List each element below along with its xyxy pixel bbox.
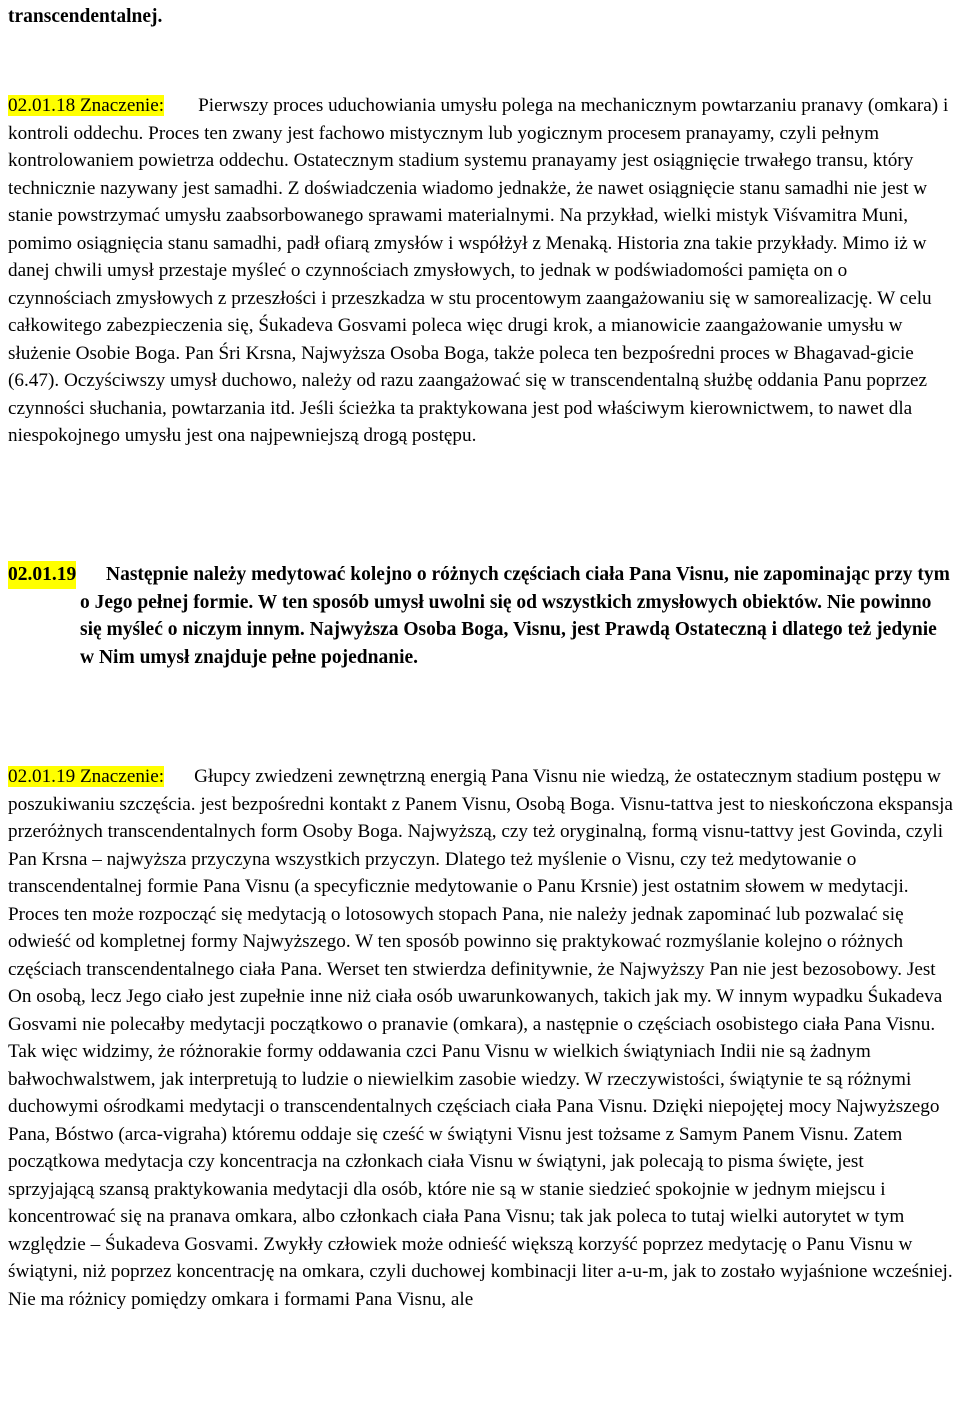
purport-text: Pierwszy proces uduchowiania umysłu polega na mechanicznym powtarzaniu pranavy (omkara) i kontroli oddechu. Proces ten zwany jest fachowo mistycznym lub yogicznym procesem pranayamy, czyli pełnym kontrolowaniem powietrza oddechu. Ostatecznym stadium systemu pranayamy jest osiągnięcie trwałego transu, który technicznie nazywany jest samadhi. Z doświadczenia wiadomo jednakże, że nawet osiągnięcie stanu samadhi nie jest w stanie powstrzymać umysłu zaabsorbowanego sprawami materialnymi. Na przykład, wielki mistyk Viśvamitra Muni, pomimo osiągnięcia stanu samadhi, padł ofiarą zmysłów i współżył z Menaką. Historia zna takie przykłady. Mimo iż w danej chwili umysł przestaje myśleć o czynnościach zmysłowych, to jednak w podświadomości pamięta on o czynnościach zmysłowych z przeszłości i przeszkadza w stu procentowym zaangażowaniu się w samorealizację. W celu całkowitego zabezpieczenia się, Śukadeva Gosvami poleca więc drugi krok, a mianowicie zaangażowanie umysłu w służenie Osobie Boga. Pan Śri Krsna, Najwyższa Osoba Boga, także poleca ten bezpośredni proces w Bhagavad-gicie (6.47). Oczyściwszy umysł duchowo, należy od razu zaangażować się w transcendentalną służbę oddania Panu poprzez czynności słuchania, powtarzania itd. Jeśli ścieżka ta praktykowana jest pod właściwym kierownictwem, to nawet dla niespokojnego umysłu jest ona najpewniejszą drogą postępu. [8, 95, 949, 446]
verse-text: Następnie należy medytować kolejno o różnych częściach ciała Pana Visnu, nie zapominając przy tym o Jego pełnej formie. W ten sposób umysł uwolni się od wszystkich zmysłowych obiektów. Nie powinno się myśleć o niczym innym. Najwyższa Osoba Boga, Visnu, jest Prawdą Ostateczną i dlatego też jedynie w Nim umysł znajduje pełne pojednanie. [80, 564, 950, 668]
purport-text: Głupcy zwiedzeni zewnętrzną energią Pana Visnu nie wiedzą, że ostatecznym stadium postępu w poszukiwaniu szczęścia. jest bezpośredni kontakt z Panem Visnu, Osobą Boga. Visnu-tattva jest to nieskończona ekspansja przeróżnych transcendentalnych form Osoby Boga. Najwyższą, czy też oryginalną, formą visnu-tattvy jest Govinda, czyli Pan Krsna – najwyższa przyczyna wszystkich przyczyn. Dlatego też myślenie o Visnu, czy też medytowanie o transcendentalnej formie Pana Visnu (a specyficznie medytowanie o Panu Krsnie) jest ostatnim słowem w medytacji. Proces ten może rozpocząć się medytacją o lotosowych stopach Pana, nie należy jednak zapominać lub pozwalać się odwieść od kompletnej formy Najwyższego. W ten sposób powinno się praktykować rozmyślanie kolejno o różnych częściach transcendentalnego ciała Pana. Werset ten stwierdza definitywnie, że Najwyższy Pan nie jest bezosobowy. Jest On osobą, lecz Jego ciało jest zupełnie inne niż ciała osób uwarunkowanych, takich jak my. W innym wypadku Śukadeva Gosvami nie polecałby medytacji początkowo o pranavie (omkara), a następnie o częściach osobistego ciała Pana Visnu. Tak więc widzimy, że różnorakie formy oddawania czci Panu Visnu w wielkich świątyniach Indii nie są żadnym bałwochwalstwem, jak interpretują to ludzie o niewielkim zasobie wiedzy. W rzeczywistości, świątynie te są różnymi duchowymi ośrodkami medytacji o transcendentalnych częściach ciała Pana Visnu. Dzięki niepojętej mocy Najwyższego Pana, Bóstwo (arca-vigraha) któremu oddaje się cześć w świątyni Visnu jest tożsame z Samym Panem Visnu. Zatem początkowa medytacja czy koncentracja na członkach ciała Visnu w świątyni, jak polecają to pisma święte, jest sprzyjającą szansą praktykowania medytacji dla osób, które nie są w stanie siedzieć spokojnie w jednym miejscu i koncentrować się na pranava omkara, albo członkach ciała Pana Visnu; tak jak poleca to tutaj wielki autorytet w tym względzie – Śukadeva Gosvami. Zwykły człowiek może odnieść większą korzyść poprzez medytację o Panu Visnu w świątyni, niż poprzez koncentrację na omkara, czyli duchowej kombinacji liter a-u-m, jak to zostało wyjaśnione wcześniej. Nie ma różnicy pomiędzy omkara i formami Pana Visnu, ale [8, 766, 953, 1310]
purport-label-highlight: 02.01.18 Znaczenie: [8, 95, 165, 116]
purport-label-highlight: 02.01.19 Znaczenie: [8, 766, 165, 787]
verse-number: 02.01.19 [8, 561, 76, 589]
verse-02-01-19 [8, 561, 953, 671]
purport-02-01-19 [8, 763, 953, 1313]
continued-fragment: transcendentalnej. [8, 6, 163, 27]
purport-02-01-18 [8, 92, 953, 450]
